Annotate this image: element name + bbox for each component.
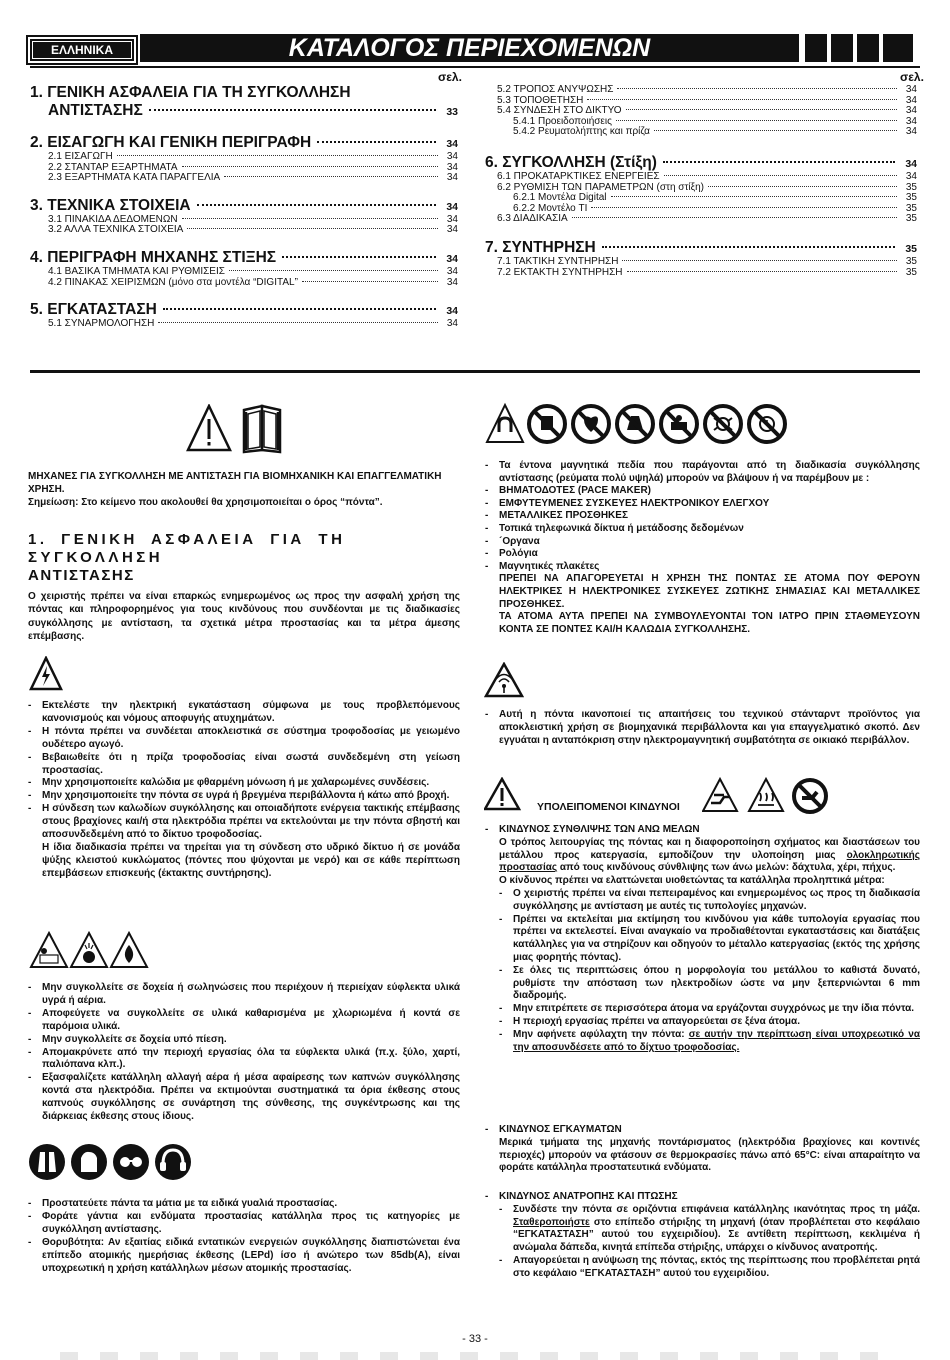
tip-risk-section: - ΚΙΝΔΥΝΟΣ ΑΝΑΤΡΟΠΗΣ ΚΑΙ ΠΤΩΣΗΣ - Συνδέστε την πόντα σε οριζόντια επιφάνεια κατάλληλης ικανότητας προς τη μάζα. Σταθεροποιήστε στο επίπεδο στήριξης τη μηχανή (όταν προβλέπεται στο κεφάλαιο “ΕΓΚΑΤΑΣΤΑΣΗ” αυτού του εγχειριδίου). Σε αντίθετη περίπτωση, κεκλιμένα ή ανώμαλα δάπεδα, κινητά επίπεδα στήριξης, υπάρχει ο κίνδυνος ανατροπής. - Απαγορεύεται η ανύψωση της πόντας, εκτός της περίπτωσης που προβλέπεται ρητά στο κεφάλαιο “ΕΓΚΑΤΑΣΤΑΣΗ” αυτού του εγχειριδίου. (485, 1191, 920, 1279)
toc-sub-entry: 6.2.1 Μοντέλα Digital 35 (513, 192, 917, 204)
list-item: - Συνδέστε την πόντα σε οριζόντια επιφάνεια κατάλληλης ικανότητας προς τη μάζα. Σταθεροποιήστε στο επίπεδο στήριξης τη μηχανή (όταν προβλέπεται στο κεφάλαιο “ΕΓΚΑΤΑΣΤΑΣΗ” αυτού του εγχειριδίου). Σε αντίθετη περίπτωση, κεκλιμένα ή ανώμαλα δάπεδα, κινητά επίπεδα στήριξης, υπάρχει ο κίνδυνος ανατροπής. (499, 1203, 920, 1254)
list-item: - Τοπικά τηλεφωνικά δίκτυα ή μετάδοσης δεδομένων (485, 522, 744, 534)
header-rule (30, 66, 920, 68)
section-1-intro: Ο χειριστής πρέπει να είναι επαρκώς ενημερωμένος ως προς την ασφαλή χρήση της πόντας και πληροφορημένος για τους κινδύνους που συνδέονται με τις διαδικασίες συγκόλλησης με αντίσταση, τα σχετικά μέτρα προστασίας και τα μέτρα άμεσης επέμβασης. (28, 591, 460, 642)
list-item: - Αποφεύγετε να συγκολλείτε σε υλικά καθαρισμένα με χλωριωμένα ή κοντά σε παρόμοια υλικά. (28, 1007, 460, 1032)
toc-entry-1-title2: ΑΝΤΙΣΤΑΣΗΣ (48, 102, 143, 119)
crush-risk-title: ΚΙΝΔΥΝΟΣ ΣΥΝΘΛΙΨΗΣ ΤΩΝ ΑΝΩ ΜΕΛΩΝ (499, 824, 700, 835)
burn-risk-title: ΚΙΝΔΥΝΟΣ ΕΓΚΑΥΜΑΤΩΝ (499, 1124, 622, 1135)
toc-page: 34 (446, 200, 458, 213)
header-stripe (831, 34, 853, 62)
toc-entry-4 (30, 249, 458, 267)
toc-entry-5 (30, 301, 458, 319)
electric-safety-list (28, 700, 460, 881)
list-item: - Εξασφαλίζετε κατάλληλη αλλαγή αέρα ή μέσα αφαίρεσης των καπνών συγκόλλησης κοντά στα ηλεκτρόδια. Πρέπει να εκτιμούνται συστηματικά τα όρια έκθεσης στους καπνούς συγκόλλησης σε συνάρτηση της σύνθεσης, της συγκέντρωσης και της διάρκειας έκθεσης στους ίδιους. (28, 1072, 460, 1123)
toc-sub-entry: 4.1 ΒΑΣΙΚΑ ΤΜΗΜΑΤΑ ΚΑΙ ΡΥΘΜΙΣΕΙΣ 34 (48, 265, 458, 277)
toc-sub-entry: 5.3 ΤΟΠΟΘΕΤΗΣΗ 34 (497, 94, 917, 106)
toc-sub-entry: 6.2 ΡΥΘΜΙΣΗ ΤΩΝ ΠΑΡΑΜΕΤΡΩΝ (στη στίξη) 35 (497, 181, 917, 193)
electric-extra-text: Η ίδια διαδικασία πρέπει να τηρείται για τη σύνδεση στο υδρικό δίκτυο ή σε μονάδα ψύξης κλειστού κυκλώματος (πόντες που ψύχονται με νερό) και σε κάθε περίπτωση επεμβάσεων επισκευής (έκτακτης συντήρησης). (42, 841, 460, 879)
footer-fade (60, 1352, 880, 1360)
magnetic-warning: ΠΡΕΠΕΙ ΝΑ ΑΠΑΓΟΡΕΥΕΤΑΙ Η ΧΡΗΣΗ ΤΗΣ ΠΟΝΤΑΣ ΣΕ ΑΤΟΜΑ ΠΟΥ ΦΕΡΟΥΝ ΗΛΕΚΤΡΙΚΕΣ Η ΗΛΕΚΤΡΟΝΙΚΕΣ ΣΥΣΚΕΥΕΣ ΖΩΤΙΚΗΣ ΣΗΜΑΣΙΑΣ ΚΑΙ ΜΕΤΑΛΛΙΚΕΣ ΠΡΟΣΘΗΚΕΣ. (499, 573, 920, 610)
toc-entry-1 (30, 102, 458, 120)
list-item: - Μην αφήνετε αφύλαχτη την πόντα: σε αυτήν την περίπτωση είναι υποχρεωτικό να την αποσυνδέσετε από το δίχτυο τροφοδοσίας. (499, 1028, 920, 1053)
fire-explosion-hazard-icons (29, 931, 149, 971)
toc-page: 33 (446, 106, 458, 118)
toc-sub-entry: 2.3 ΕΞΑΡΤΗΜΑΤΑ ΚΑΤΑ ΠΑΡΑΓΓΕΛΙΑ 34 (48, 172, 458, 184)
header-stripe (883, 34, 913, 62)
list-item: - Αυτή η πόντα ικανοποιεί τις απαιτήσεις του τεχνικού στάνταρντ προϊόντος για αποκλειστική χρήση σε βιομηχανικά περιβάλλοντα και για επαγγελματικό σκοπό. Δεν εγγυάται η ανταπόκριση στην ηλεκτρομαγνητική συμβατότητα σε οικιακό περιβάλλον. (485, 709, 920, 746)
list-item: - Ρολόγια (485, 548, 538, 560)
toc-sub-entry: 5.4.2 Ρευματολήπτης και πρίζα 34 (513, 126, 917, 138)
toc-sub-entry: 7.1 ΤΑΚΤΙΚΗ ΣΥΝΤΗΡΗΣΗ 35 (497, 255, 917, 267)
page-number: - 33 - (462, 1333, 488, 1345)
toc-right (485, 84, 917, 278)
intro-text: ΜΗΧΑΝΕΣ ΓΙΑ ΣΥΓΚΟΛΛΗΣΗ ΜΕ ΑΝΤΙΣΤΑΣΗ ΓΙΑ ΒΙΟΜΗΧΑΝΙΚΗ ΚΑΙ ΕΠΑΓΓΕΛΜΑΤΙΚΗ ΧΡΗΣΗ. (28, 471, 442, 495)
toc-sub-entry: 3.1 ΠΙΝΑΚΙΔΑ ΔΕΔΟΜΕΝΩΝ 34 (48, 213, 458, 225)
list-item: - Η πόντα πρέπει να συνδέεται αποκλειστικά σε σύστημα τροφοδοσίας με γειωμένο ουδέτερο αγωγό. (28, 725, 460, 750)
list-item: - ´Οργανα (485, 535, 540, 547)
toc-entry-7 (485, 239, 917, 257)
list-item: - Θορυβότητα: Αν εξαιτίας ειδικά εντατικών ενεργειών συγκόλλησης διαπιστώνεται ένα επίπεδο ατομικής ημερήσιας έκθεσης (LEPd) ίσο ή ανώτερο των 85db(A), είναι υποχρεωτική η χρήση κατάλληλων μέσων ατομικής προστασίας. (28, 1236, 460, 1274)
list-item: - Απαγορεύεται η ανύψωση της πόντας, εκτός της περίπτωσης που προβλέπεται ρητά στο κεφάλαιο “ΕΓΚΑΤΑΣΤΑΣΗ” αυτού του εγχειριδίου. (499, 1254, 920, 1279)
list-item: - Εκτελέστε την ηλεκτρική εγκατάσταση σύμφωνα με τους προβλεπόμενους κανονισμούς και νόμους αποφυγής ατυχημάτων. (28, 700, 460, 724)
toc-page: 34 (446, 252, 458, 265)
crush-risk-text-2: Ο κίνδυνος πρέπει να ελαττώνεται υιοθετώντας τα κατάλληλα προληπτικά μέτρα: (499, 875, 885, 887)
list-item: - Μην συγκολλείτε σε δοχεία υπό πίεση. (28, 1033, 227, 1045)
toc-entry-title: 6. ΣΥΓΚΟΛΛΗΣΗ (Στίξη) (485, 153, 657, 171)
crush-burn-tip-hazard-icons (702, 777, 832, 815)
toc-sub-entry: 2.2 ΣΤΑΝΤΑΡ ΕΞΑΡΤΗΜΑΤΑ 34 (48, 161, 458, 173)
ppe-list (28, 1198, 460, 1275)
toc-entry-title: 5. ΕΓΚΑΤΑΣΤΑΣΗ (30, 301, 157, 319)
residual-risks-title: ΥΠΟΛΕΙΠΟΜΕΝΟΙ ΚΙΝΔΥΝΟΙ (537, 801, 680, 813)
list-item: - Μην χρησιμοποιείτε την πόντα σε υγρά ή βρεγμένα περιβάλλοντα ή κάτω από βροχή. (28, 790, 450, 802)
toc-entry-title: 3. ΤΕΧΝΙΚΑ ΣΤΟΙΧΕΙΑ (30, 196, 191, 214)
intro-block (28, 470, 460, 509)
toc-sub-entry: 5.4 ΣΥΝΔΕΣΗ ΣΤΟ ΔΙΚΤΥΟ 34 (497, 105, 917, 117)
residual-risk-warning-icon (484, 777, 524, 811)
list-item: - Φοράτε γάντια και ενδύματα προστασίας κατάλληλα προς τις κατηγορίες με συγκόλληση αντίστασης. (28, 1210, 460, 1235)
toc-sub-entry: 5.1 ΣΥΝΑΡΜΟΛΟΓΗΣΗ 34 (48, 318, 458, 330)
toc-sub-entry: 7.2 ΕΚΤΑΚΤΗ ΣΥΝΤΗΡΗΣΗ 35 (497, 266, 917, 278)
list-item: - Μην χρησιμοποιείτε καλώδια με φθαρμένη μόνωση ή με χαλαρωμένες συνδέσεις. (28, 777, 430, 789)
burn-risk-text: Μερικά τμήματα της μηχανής ποντάρισματος (ηλεκτρόδια βραχίονες και κοντινές περιοχές) μπορούν να φτάσουν σε θερμοκρασίες πάνω από 65°C: είναι απαραίτητο να φοράτε κατάλληλα προστατευτικά ενδύματα. (499, 1136, 920, 1174)
header-stripe (805, 34, 827, 62)
section-divider (30, 370, 920, 373)
note-text: Σημείωση: Στο κείμενο που ακολουθεί θα χρησιμοποιείται ο όρος “πόντα”. (28, 497, 383, 508)
toc-entry-title: 2. ΕΙΣΑΓΩΓΗ ΚΑΙ ΓΕΝΙΚΗ ΠΕΡΙΓΡΑΦΗ (30, 134, 312, 151)
page-column-label: σελ. (438, 70, 462, 84)
toc-entry-1-title: 1. ΓΕΝΙΚΗ ΑΣΦΑΛΕΙΑ ΓΙΑ ΤΗ ΣΥΓΚΟΛΛΗΣΗ (30, 84, 351, 101)
ppe-required-icons (28, 1142, 198, 1182)
language-label: ΕΛΛΗΝΙΚΑ (33, 42, 131, 58)
list-item: - ΜΕΤΑΛΛΙΚΕΣ ΠΡΟΣΘΗΚΕΣ (485, 510, 628, 522)
list-item: - Μαγνητικές πλακέτες (485, 560, 600, 572)
magnetic-field-section (485, 460, 920, 636)
emc-radiation-icon (484, 662, 524, 698)
toc-sub-entry: 6.2.2 Μοντέλο TI 35 (513, 202, 917, 214)
page-title: ΚΑΤΑΛΟΓΟΣ ΠΕΡΙΕΧΟΜΕΝΩΝ (140, 34, 799, 62)
list-item: - Η σύνδεση των καλωδίων συγκόλλησης και οποιαδήποτε ενέργεια τακτικής επέμβασης στους βραχίονες και/ή στα ηλεκτρόδια πρέπει να εκτελούνται με την πόντα σβηστή και αποσυνδεδεμένη από το δίκτυο τροφοδοσίας. (28, 803, 460, 841)
toc-page: 34 (905, 157, 917, 170)
magnetic-warning-2: ΤΑ ΑΤΟΜΑ ΑΥΤΑ ΠΡΕΠΕΙ ΝΑ ΣΥΜΒΟΥΛΕΥΟΝΤΑΙ ΤΟΝ ΙΑΤΡΟ ΠΡΙΝ ΣΤΑΘΜΕΥΣΟΥΝ ΚΟΝΤΑ ΣΕ ΠΟΝΤΕΣ ΚΑΙ/Η ΚΑΛΩΔΙΑ ΣΥΓΚΟΛΛΗΣΗΣ. (499, 611, 920, 635)
list-item: - Βεβαιωθείτε ότι η πρίζα τροφοδοσίας είναι σωστά συνδεδεμένη στη γείωση προστασίας. (28, 751, 460, 776)
header-stripe (857, 34, 879, 62)
toc-sub-entry: 3.2 ΑΛΛΑ ΤΕΧΝΙΚΑ ΣΤΟΙΧΕΙΑ 34 (48, 224, 458, 236)
warning-manual-icon (186, 404, 306, 454)
language-tag (30, 39, 134, 61)
toc-sub-entry: 4.2 ΠΙΝΑΚΑΣ ΧΕΙΡΙΣΜΩΝ (μόνο στα μοντέλα “DIGITAL” 34 (48, 276, 458, 288)
page-column-label: σελ. (900, 70, 924, 84)
toc-entry-title: 7. ΣΥΝΤΗΡΗΣΗ (485, 238, 596, 256)
section-1-title: 1. ΓΕΝΙΚΗ ΑΣΦΑΛΕΙΑ ΓΙΑ ΤΗ ΣΥΓΚΟΛΛΗΣΗ ΑΝΤΙΣΤΑΣΗΣ (28, 531, 346, 584)
tip-risk-title: ΚΙΝΔΥΝΟΣ ΑΝΑΤΡΟΠΗΣ ΚΑΙ ΠΤΩΣΗΣ (499, 1191, 678, 1202)
list-item: - Μην συγκολλείτε σε δοχεία ή σωληνώσεις που περιέχουν ή περιείχαν εύφλεκτα υλικά υγρά ή αέρια. (28, 982, 460, 1006)
list-item: - Μην επιτρέπετε σε περισσότερα άτομα να εργάζονται συγχρόνως με την ίδια πόντα. (499, 1003, 915, 1015)
toc-page: 35 (905, 242, 917, 255)
list-item: - ΒΗΜΑΤΟΔΟΤΕΣ (PACE MAKER) (485, 485, 652, 497)
list-item: - Προστατεύετε πάντα τα μάτια με τα ειδικά γυαλιά προστασίας. (28, 1198, 338, 1209)
list-item: - Ο χειριστής πρέπει να είναι πεπειραμένος και ενημερωμένος ως προς τη διαδικασία συγκόλλησης με αντίσταση με αυτές τις τυπολογίες μηχανών. (499, 887, 920, 912)
fire-safety-list (28, 982, 460, 1124)
crush-risk-section: - ΚΙΝΔΥΝΟΣ ΣΥΝΘΛΙΨΗΣ ΤΩΝ ΑΝΩ ΜΕΛΩΝ Ο τρόπος λειτουργίας της πόντας και η διαφοροποίηση σχήματος και διαστάσεων του μετάλλου προς κατεργασία, εμποδίζουν την υλοποίηση μιας ολοκληρωτικής προστασίας από τους κινδύνους σύνθλιψης των άνω μελών: δάχτυλα, χέρι, πήχυς. Ο κίνδυνος πρέπει να ελαττώνεται υιοθετώντας τα κατάλληλα προληπτικά μέτρα: - Ο χειριστής πρέπει να είναι πεπειραμένος και ενημερωμένος ως προς τη διαδικασία συγκόλλησης με αντίσταση με αυτές τις τυπολογίες μηχανών. - Πρέπει να εκτελείται μια εκτίμηση του κινδύνου για κάθε τυπολογία εργασίας που πρέπει να εκτελεστεί. Είναι αναγκαίο να προδιαθέτονται εγκαταστάσεις και διατάξεις κατάλληλες για να στηρίζουν και οδηγούν το μέταλλο κατεργασίας (εκτός της χρήσης μιας φορητής πόντας). - Σε όλες τις περιπτώσεις όπου η μορφολογία του μετάλλου το καθιστά δυνατό, ρυθμίστε την απόσταση των ηλεκτροδίων ώστε να μην ξεπερνιώνται 6 mm διαδρομής. - Μην επιτρέπετε σε περισσότερα άτομα να εργάζονται συγχρόνως με την ίδια πόντα. - Η περιοχή εργασίας πρέπει να απαγορεύεται σε ξένα άτομα. - Μην αφήνετε αφύλαχτη την πόντα: σε αυτήν την περίπτωση είναι υποχρεωτικό να την αποσυνδέσετε από το δίχτυο τροφοδοσίας. (485, 824, 920, 1053)
toc-entry-3 (30, 197, 458, 215)
list-item: - Πρέπει να εκτελείται μια εκτίμηση του κινδύνου για κάθε τυπολογία εργασίας που πρέπει να εκτελεστεί. Είναι αναγκαίο να προδιαθέτονται εγκαταστάσεις και διατάξεις κατάλληλες για να στηρίζουν και οδηγούν το μέταλλο κατεργασίας (εκτός της χρήσης μιας φορητής πόντας). (499, 913, 920, 963)
crush-risk-text: Ο τρόπος λειτουργίας της πόντας και η διαφοροποίηση σχήματος και διαστάσεων του μετάλλου προς κατεργασία, εμποδίζουν την υλοποίηση μιας ολοκληρωτικής προστασίας από τους κινδύνους σύνθλιψης των άνω μελών: δάχτυλα, χέρι, πήχυς. (499, 836, 920, 874)
emc-section (485, 709, 920, 747)
electric-hazard-icon (29, 656, 63, 692)
toc-entry-title: 4. ΠΕΡΙΓΡΑΦΗ ΜΗΧΑΝΗΣ ΣΤΙΞΗΣ (30, 248, 277, 266)
list-item: - Απομακρύνετε από την περιοχή εργασίας όλα τα εύφλεκτα υλικά (π.χ. ξύλο, χαρτί, παλιόπανα κλπ.). (28, 1046, 460, 1071)
toc-page: 34 (446, 138, 458, 150)
list-item: - Η περιοχή εργασίας πρέπει να απαγορεύεται σε ξένα άτομα. (499, 1015, 800, 1027)
toc-sub-entry: 6.3 ΔΙΑΔΙΚΑΣΙΑ 35 (497, 213, 917, 225)
list-item: - Σε όλες τις περιπτώσεις όπου η μορφολογία του μετάλλου το καθιστά δυνατό, ρυθμίστε την απόσταση των ηλεκτροδίων ώστε να μην ξεπερνιώνται 6 mm διαδρομής. (499, 964, 920, 1002)
toc-sub-entry: 5.2 ΤΡΟΠΟΣ ΑΝΥΨΩΣΗΣ 34 (497, 84, 917, 95)
list-item: - Τα έντονα μαγνητικά πεδία που παράγονται από τη διαδικασία συγκόλλησης αντίστασης (ρεύματα πολύ υψηλά) μπορούν να βλάψουν ή να παρέμβουν με : (485, 460, 920, 484)
burn-risk-section: - ΚΙΝΔΥΝΟΣ ΕΓΚΑΥΜΑΤΩΝ Μερικά τμήματα της μηχανής ποντάρισματος (ηλεκτρόδια βραχίονες και κοντινές περιοχές) μπορούν να φτάσουν σε θερμοκρασίες πάνω από 65°C: είναι απαραίτητο να φοράτε κατάλληλα προστατευτικά ενδύματα. (485, 1124, 920, 1174)
toc-page: 34 (446, 305, 458, 318)
toc-left (30, 84, 458, 330)
toc-entry-2 (30, 134, 458, 152)
toc-sub-entry: 2.1 ΕΙΣΑΓΩΓΗ 34 (48, 151, 458, 162)
toc-sub-entry: 5.4.1 Προειδοποιήσεις 34 (513, 115, 917, 127)
list-item: - ΕΜΦΥΤΕΥΜΕΝΕΣ ΣΥΣΚΕΥΕΣ ΗΛΕΚΤΡΟΝΙΚΟΥ ΕΛΕΓΧΟΥ (485, 497, 770, 509)
magnetic-field-prohibition-icons (485, 402, 805, 446)
toc-entry-6 (485, 154, 917, 172)
toc-sub-entry: 6.1 ΠΡΟΚΑΤΑΡΚΤΙΚΕΣ ΕΝΕΡΓΕΙΕΣ 34 (497, 170, 917, 182)
